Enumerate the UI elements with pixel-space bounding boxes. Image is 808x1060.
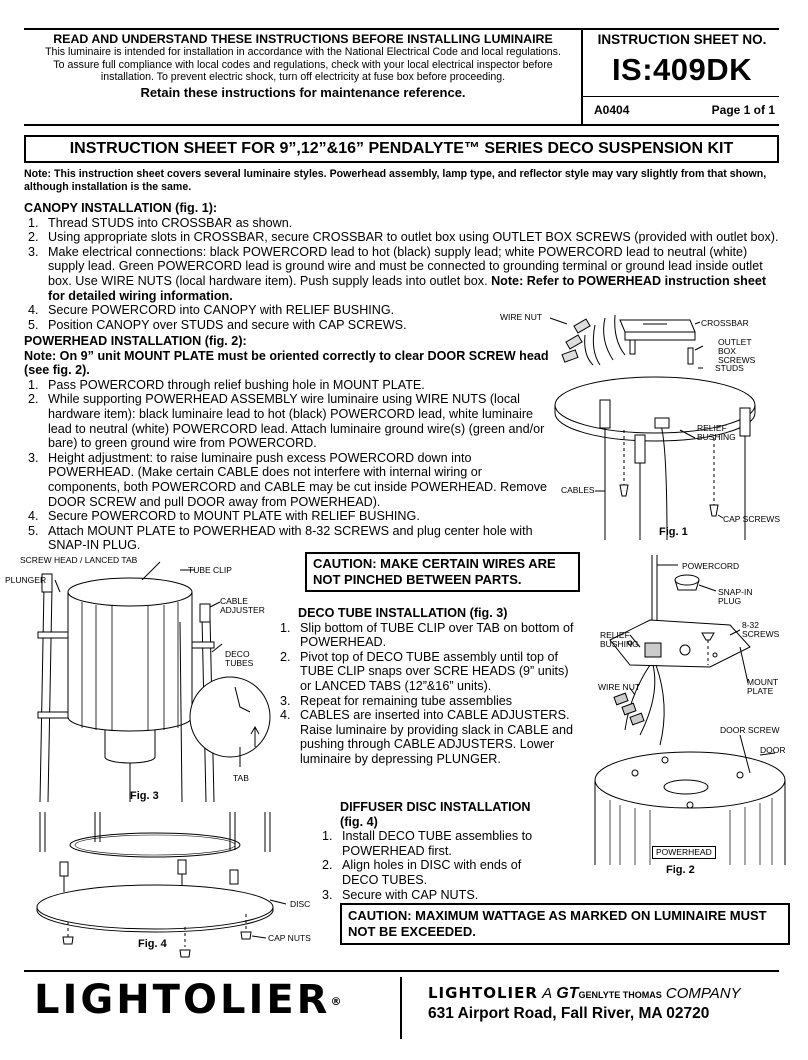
step-text: Make electrical connections: black POWERCORD lead to hot (black) supply lead; white POWERCORD lead to neutral (white) supply lead. Green POWERCORD lead is ground wire and must be connected to grounding terminal or ground lead inside outlet box. Use WIRE NUTS (local hardware item). Push supply leads into outlet box. [48,244,763,288]
fig3-label-deco-tubes: DECO TUBES [225,649,254,668]
deco-heading: DECO TUBE INSTALLATION (fig. 3) [298,606,508,620]
page-title-text: INSTRUCTION SHEET FOR 9”,12”&16” PENDALYTE™ SERIES DECO SUSPENSION KIT [69,140,734,157]
fig2-label-snap-in-plug: SNAP-IN PLUG [718,587,753,606]
step-item [24,216,779,231]
step-number: 2. [322,858,333,873]
step-text: Attach MOUNT PLATE to POWERHEAD with 8-32 SCREWS and plug center hole with SNAP-IN PLUG. [48,523,533,553]
header-warning [26,32,580,101]
fig2-label-wire-nut: WIRE NUT [598,682,641,692]
step-number: 4. [280,708,291,723]
step-number: 5. [28,523,39,538]
step-item [24,392,549,450]
footer-divider [400,977,402,1039]
fig3-label-plunger: PLUNGER [5,575,47,585]
step-number: 3. [28,450,39,465]
step-item [24,509,549,524]
caution-wattage-text: CAUTION: MAXIMUM WATTAGE AS MARKED ON LUMINAIRE MUST NOT BE EXCEEDED. [348,908,767,939]
company-line [428,984,778,1004]
step-number: 1. [28,215,39,230]
header-divider [581,28,583,124]
company-name-5: COMPANY [665,985,741,1002]
step-item [276,708,578,766]
sheet-code: A0404 [594,103,630,117]
fig3-label-screw-head: SCREW HEAD / LANCED TAB [20,555,138,565]
step-number: 2. [280,649,291,664]
figure-2 [590,555,790,880]
powerhead-section [24,334,549,553]
step-text: Thread STUDS into CROSSBAR as shown. [48,215,293,230]
general-note: Note: This instruction sheet covers several luminaire styles. Powerhead assembly, lamp type, and reflector style may vary slightly from that shown, although installation is the same. [24,168,767,193]
fig1-label-relief-bushing: RELIEF BUSHING [697,423,736,442]
fig1-label-wire-nut: WIRE NUT [500,312,543,322]
company-name-2: A [542,985,553,1002]
step-number: 4. [28,509,39,524]
step-number: 1. [28,377,39,392]
figure-4 [30,812,330,967]
step-text: Position CANOPY over STUDS and secure with CAP SCREWS. [48,317,407,332]
figure-3-drawing [30,552,295,802]
fig1-label-studs: STUDS [715,363,744,373]
fig2-label-powerhead: POWERHEAD [652,846,716,859]
step-number: 4. [28,303,39,318]
warning-title: READ AND UNDERSTAND THESE INSTRUCTIONS BEFORE INSTALLING LUMINAIRE [53,32,553,46]
fig3-caption: Fig. 3 [130,790,159,802]
step-item [24,245,779,303]
caution-wires [305,552,580,592]
step-number: 5. [28,317,39,332]
figure-4-drawing [30,812,330,967]
step-text: Height adjustment: to raise luminaire push excess POWERCORD down into POWERHEAD. (Make certain CABLE does not interfere with internal wiring or components, both POWERCORD and CABLE may be cut inside POWERHEAD. Remove DOOR SCREW and pull DOOR away from POWERHEAD). [48,450,548,509]
brand-logo [34,978,341,1022]
step-text: Secure with CAP NUTS. [342,887,479,902]
fig4-label-cap-nuts: CAP NUTS [268,933,311,943]
step-item [318,888,548,903]
warning-line-2: To assure full compliance with local codes and regulations, check with your local electrical inspector before [53,58,553,71]
step-item [276,694,578,709]
diffuser-section [318,800,548,902]
step-text: Pass POWERCORD through relief bushing hole in MOUNT PLATE. [48,377,425,392]
canopy-heading: CANOPY INSTALLATION (fig. 1): [24,201,218,215]
step-number: 3. [28,244,39,259]
deco-section [276,606,578,767]
diffuser-steps [318,829,548,902]
fig2-label-powercord: POWERCORD [682,561,740,571]
caution-wires-text: CAUTION: MAKE CERTAIN WIRES ARE NOT PINCHED BETWEEN PARTS. [313,556,556,587]
fig2-label-door: DOOR [760,745,786,755]
step-number: 3. [280,693,291,708]
company-name-1: LIGHTOLIER [428,984,538,1002]
company-name-3: GT [556,985,579,1002]
fig1-label-cables: CABLES [561,485,595,495]
company-name-4: GENLYTE THOMAS [578,990,662,1000]
step-text: Align holes in DISC with ends of DECO TUBES. [342,858,522,887]
page-title [24,135,779,163]
step-item [24,524,549,553]
step-number: 2. [28,230,39,245]
step-text: Using appropriate slots in CROSSBAR, secure CROSSBAR to outlet box using OUTLET BOX SCREWS (provided with outlet box). [48,230,779,245]
brand-logo-text: LIGHTOLIER [34,977,331,1023]
sheet-label: INSTRUCTION SHEET NO. [597,32,767,47]
retain-text: Retain these instructions for maintenance reference. [140,84,466,100]
sheet-number: IS:409DK [611,52,753,87]
powerhead-steps [24,378,549,553]
registered-mark: ® [330,995,342,1008]
fig1-caption: Fig. 1 [659,526,688,538]
fig1-label-crossbar: CROSSBAR [701,318,749,328]
company-address: 631 Airport Road, Fall River, MA 02720 [428,1005,710,1022]
powerhead-heading: POWERHEAD INSTALLATION (fig. 2): [24,334,247,348]
step-text: Pivot top of DECO TUBE assembly until top of TUBE CLIP snaps over SCRE HEADS (9” units) or LANCED TABS (12”&16” units). [300,649,569,693]
fig2-caption: Fig. 2 [666,864,695,876]
powerhead-note: Note: On 9” unit MOUNT PLATE must be oriented correctly to clear DOOR SCREW head (see fig. 2). [24,348,549,378]
step-item [318,829,548,858]
step-item [276,621,578,650]
step-text: Slip bottom of TUBE CLIP over TAB on bottom of POWERHEAD. [300,620,574,650]
page-number: Page 1 of 1 [711,103,775,117]
figure-1 [500,310,795,540]
step-text: Secure POWERCORD into CANOPY with RELIEF BUSHING. [48,303,395,318]
figure-3 [5,552,295,802]
fig3-label-cable-adjuster: CABLE ADJUSTER [220,596,265,615]
step-number: 2. [28,392,39,407]
fig1-label-cap-screws: CAP SCREWS [723,514,780,524]
step-text: Repeat for remaining tube assemblies [300,693,513,708]
step-number: 1. [322,829,333,844]
step-item [276,650,578,694]
step-note: Note: Refer to POWERHEAD instruction sheet for detailed wiring information. [48,273,767,303]
footer-rule [24,970,779,972]
step-item [318,858,548,887]
step-text: While supporting POWERHEAD ASSEMBLY wire luminaire using WIRE NUTS (local hardware item): black luminaire lead to hot (black) POWERCORD lead, white luminaire lead to neutral (white) POWERCORD lead. Attach luminaire ground wire(s) (green and/or bare) to green ground wire from POWERCORD. [48,392,545,451]
fig1-label-outlet-box-screws: OUTLET BOX SCREWS [718,337,756,365]
fig2-label-door-screw: DOOR SCREW [720,725,780,735]
step-number: 1. [280,620,291,635]
fig2-label-relief-bushing: RELIEF BUSHING [600,630,639,649]
fig2-label-mount-plate: MOUNT PLATE [747,677,779,696]
figure-2-drawing [590,555,790,880]
diffuser-heading: DIFFUSER DISC INSTALLATION (fig. 4) [340,800,531,829]
fig3-label-tab: TAB [233,773,249,783]
step-text: Install DECO TUBE assemblies to POWERHEAD first. [342,829,533,858]
deco-steps [276,621,578,767]
step-text: Secure POWERCORD to MOUNT PLATE with RELIEF BUSHING. [48,509,420,524]
step-number: 3. [322,887,333,902]
fig4-caption: Fig. 4 [138,938,167,950]
fig2-label-screws: 8-32 SCREWS [742,620,780,639]
header-divider-h [583,96,779,97]
warning-line-3: installation. To prevent electric shock, turn off electricity at fuse box before proceeding. [100,71,506,83]
step-item [24,378,549,393]
fig4-label-disc: DISC [290,899,311,909]
step-item [24,230,779,245]
fig3-label-tube-clip: TUBE CLIP [188,565,232,575]
step-text: CABLES are inserted into CABLE ADJUSTERS. Raise luminaire by providing slack in CABLE and pushing through CABLE ADJUSTERS. Lower luminaire by depressing PLUNGER. [300,708,573,766]
step-item [24,451,549,509]
warning-line-1: This luminaire is intended for installation in accordance with the National Electrical Code and local regulations. [45,46,561,58]
caution-wattage [340,903,790,945]
